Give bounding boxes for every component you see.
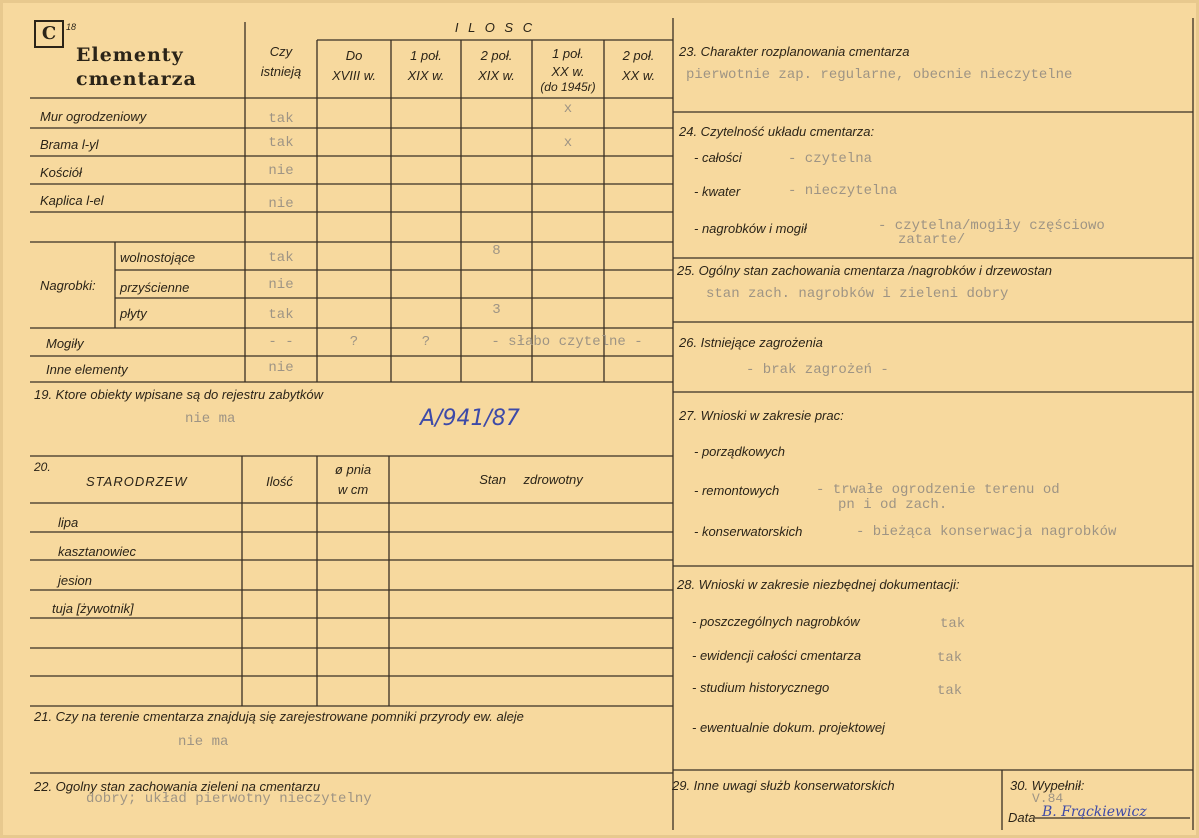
s27-remontowych-label: - remontowych (694, 483, 780, 498)
s28-item-3-value: tak (937, 683, 963, 699)
s28-item-3-label: - studium historycznego (692, 680, 830, 695)
s23-label: 23. Charakter rozplanowania cmentarza (679, 44, 910, 59)
s28-item-2-label: - ewidencji całości cmentarza (692, 648, 862, 663)
period-4-l3: (do 1945r) (540, 80, 596, 94)
row-mur-p4: x (563, 101, 573, 117)
card-code-number: 18 (66, 22, 77, 32)
card-title-line1: Elementy (76, 44, 184, 66)
row-kaplica-exists: nie (268, 196, 294, 212)
row-brama-exists: tak (268, 135, 294, 151)
s22-value: dobry; układ pierwotny nieczytelny (86, 791, 372, 807)
s20-col-stan: Stan zdrowotny (479, 472, 583, 487)
period-1-l2: XVIII w. (331, 68, 377, 83)
row-kaplica-label: Kaplica l-el (40, 193, 104, 208)
s24-label: 24. Czytelność układu cmentarza: (679, 124, 875, 139)
s22-label: 22. Ogolny stan zachowania zieleni na cmentarzu (34, 779, 321, 794)
row-inne-exists: nie (268, 360, 294, 376)
row-wolnostojace-exists: tak (268, 250, 294, 266)
s27-label: 27. Wnioski w zakresie prac: (679, 408, 844, 423)
s25-value: stan zach. nagrobków i zieleni dobry (706, 286, 1009, 302)
s21-value: nie ma (178, 734, 229, 750)
s25-label: 25. Ogólny stan zachowania cmentarza /nagrobków i drzewostan (677, 263, 1053, 278)
ilosc-header: I L O S C (454, 20, 536, 35)
period-2-l1: 1 poł. (410, 48, 442, 63)
s24-nagrobkow-value-l1: - czytelna/mogiły częściowo (878, 218, 1105, 234)
row-wolnostojace-p3: 8 (492, 243, 501, 259)
s23-value: pierwotnie zap. regularne, obecnie nieczytelne (686, 67, 1073, 83)
s30-signature: B. Frąckiewicz (1042, 804, 1147, 820)
s20-col-starodrzew: STARODRZEW (86, 474, 188, 489)
s27-porzadkowych-label: - porządkowych (694, 444, 786, 459)
s29-label: 29. Inne uwagi służb konserwatorskich (672, 778, 895, 793)
s26-value: - brak zagrożeń - (746, 362, 889, 378)
tree-row-3: jesion (58, 573, 92, 588)
row-brama-label: Brama l-yl (40, 137, 99, 152)
row-wolnostojace-label: wolnostojące (120, 250, 196, 265)
s28-item-1-value: tak (940, 616, 966, 632)
period-3-l2: XIX w. (478, 68, 515, 83)
card-title-line2: cmentarza (76, 68, 197, 90)
row-przyscienne-exists: nie (268, 277, 294, 293)
row-brama-p4: x (563, 135, 573, 151)
nagrobki-label: Nagrobki: (40, 278, 96, 293)
row-plyty-p3: 3 (492, 302, 501, 318)
s28-item-2-value: tak (937, 650, 963, 666)
s27-konserw-label: - konserwatorskich (694, 524, 803, 539)
s27-remontowych-value-l2: pn i od zach. (838, 497, 948, 513)
row-mogily-p1: ? (349, 334, 359, 350)
s24-kwater-label: - kwater (694, 184, 741, 199)
row-kosciol-exists: nie (268, 163, 294, 179)
s24-calosci-value: - czytelna (788, 151, 873, 167)
s27-remontowych-value-l1: - trwałe ogrodzenie terenu od (816, 482, 1060, 498)
row-mogily-p345: - słabo czytelne - (491, 334, 643, 350)
row-inne-label: Inne elementy (46, 362, 128, 377)
row-mogily-p2: ? (421, 334, 431, 350)
col-exists-l1: Czy (269, 44, 293, 59)
period-5-l2: XX w. (621, 68, 656, 83)
s19-value: nie ma (185, 411, 236, 427)
s30-data-label: Data (1008, 810, 1036, 825)
s20-col-pnia-l1: ø pnia (334, 462, 372, 477)
tree-row-2: kasztanowiec (58, 544, 137, 559)
row-plyty-label: płyty (120, 306, 147, 321)
period-2-l2: XIX w. (407, 68, 445, 83)
period-4-l1: 1 poł. (552, 46, 584, 61)
s28-label: 28. Wnioski w zakresie niezbędnej dokumentacji: (677, 577, 960, 592)
period-1-l1: Do (345, 48, 363, 63)
s24-calosci-label: - całości (694, 150, 742, 165)
row-kosciol-label: Kościół (40, 165, 82, 180)
s20-col-ilosc: Ilość (266, 474, 293, 489)
row-plyty-exists: tak (268, 307, 294, 323)
col-exists-l2: istnieją (260, 64, 302, 79)
row-mogily-exists: - - (268, 334, 294, 350)
s19-label: 19. Ktore obiekty wpisane są do rejestru zabytków (34, 387, 324, 402)
s30-date-value: V.84 (1032, 791, 1064, 806)
s19-handwritten-register-number: A/941/87 (420, 406, 520, 431)
s26-label: 26. Istniejące zagrożenia (679, 335, 823, 350)
s28-item-4-label: - ewentualnie dokum. projektowej (692, 720, 885, 735)
period-4-l2: XX w. (551, 64, 585, 79)
s27-konserw-value: - bieżąca konserwacja nagrobków (856, 524, 1117, 540)
s20-col-pnia-l2: w cm (337, 482, 369, 497)
period-5-l1: 2 poł. (622, 48, 655, 63)
period-3-l1: 2 poł. (480, 48, 513, 63)
s20-number: 20. (34, 460, 51, 474)
row-mur-exists: tak (268, 111, 294, 127)
row-przyscienne-label: przyścienne (120, 280, 190, 295)
s30-label: 30. Wypełnił: (1010, 778, 1085, 793)
row-mogily-label: Mogiły (46, 336, 84, 351)
s24-nagrobkow-value-l2: zatarte/ (898, 232, 966, 248)
s21-label: 21. Czy na terenie cmentarza znajdują się zarejestrowane pomniki przyrody ew. aleje (34, 709, 524, 724)
tree-row-4: tuja [żywotnik] (52, 601, 134, 616)
card-code-box: C (34, 20, 64, 48)
s24-nagrobkow-label: - nagrobków i mogił (694, 221, 807, 236)
tree-row-1: lipa (58, 515, 79, 530)
row-mur-label: Mur ogrodzeniowy (40, 109, 147, 124)
s28-item-1-label: - poszczególnych nagrobków (692, 614, 860, 629)
s24-kwater-value: - nieczytelna (788, 183, 898, 199)
